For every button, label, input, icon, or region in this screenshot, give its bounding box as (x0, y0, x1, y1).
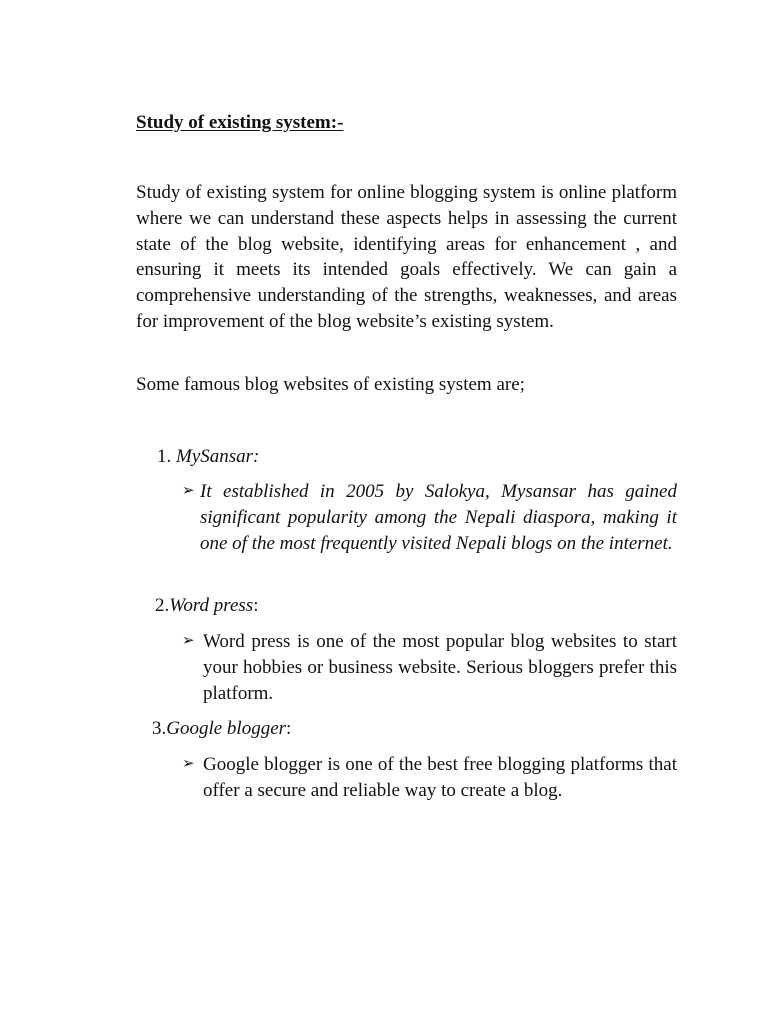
arrow-bullet-icon: ➢ (182, 483, 195, 499)
list-item-colon: : (253, 595, 259, 616)
list-item-title-mysansar (157, 444, 259, 470)
bullet-text: Google blogger is one of the best free blogging platforms that offer a secure and reliable way to create a blog. (203, 754, 677, 801)
list-item-name: Google blogger (166, 718, 287, 739)
bullet-text: Word press is one of the most popular blog websites to start your hobbies or business website. Serious bloggers prefer this platform. (203, 631, 677, 704)
list-item-number: 1. (157, 446, 176, 467)
list-intro: Some famous blog websites of existing system are; (136, 374, 525, 395)
list-item-title-google-blogger (152, 716, 291, 742)
arrow-bullet-icon: ➢ (182, 633, 195, 649)
arrow-bullet-icon: ➢ (182, 756, 195, 772)
page-heading: Study of existing system:- (136, 112, 344, 133)
intro-paragraph: Study of existing system for online blogging system is online platform where we can understand these aspects helps in assessing the current state of the blog website, identifying areas for enhancement , and ensuring it meets its intended goals effectively. We can gain a comprehensive understanding of the strengths, weaknesses, and areas for improvement of the blog website’s existing system. (136, 182, 677, 332)
list-item-title-wordpress (155, 593, 258, 619)
list-item-number: 2. (155, 595, 170, 616)
list-item-colon: : (286, 718, 292, 739)
list-item-name: Word press (169, 595, 254, 616)
bullet-text: It established in 2005 by Salokya, Mysansar has gained significant popularity among the Nepali diaspora, making it one of the most frequently visited Nepali blogs on the internet. (200, 481, 677, 554)
list-item-name: MySansar: (176, 446, 260, 467)
list-item-number: 3. (152, 718, 167, 739)
